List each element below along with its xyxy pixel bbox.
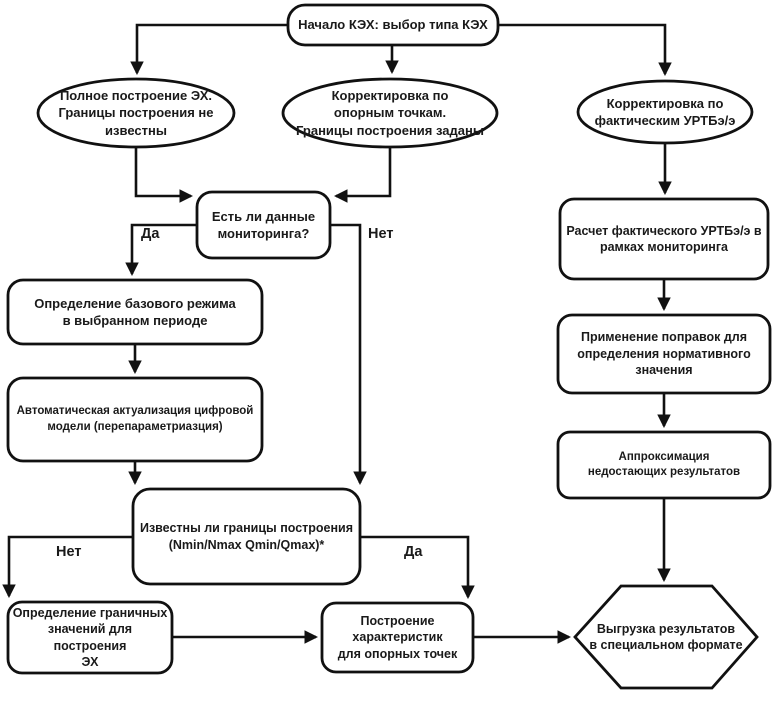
node-approximation-shape xyxy=(558,432,770,498)
node-shapes xyxy=(8,5,770,688)
edge-boundaries-no xyxy=(9,537,133,596)
node-approximation-label: Аппроксимация недостающих результатов xyxy=(587,450,741,478)
node-apply-corrections-shape xyxy=(558,315,770,393)
node-correction-ref-points-shape xyxy=(283,79,497,147)
node-base-mode-shape xyxy=(8,280,262,344)
edge-boundaries-yes xyxy=(360,537,468,597)
node-correction-actual-label: Корректировка по фактическим УРТБэ/э xyxy=(594,95,736,128)
node-build-characteristics-shape xyxy=(322,603,473,672)
node-actual-calc-shape xyxy=(560,199,768,279)
edge-full-construction-to-monitoring-question xyxy=(136,147,191,196)
node-base-mode-label: Определение базового режима в выбранном периоде xyxy=(34,295,236,328)
node-export-results-shape xyxy=(575,586,757,688)
node-auto-update-shape xyxy=(8,378,262,461)
node-monitoring-question-shape xyxy=(197,192,330,258)
node-auto-update-label: Автоматическая актуализация цифровой модели (перепараметриазция) xyxy=(16,405,254,433)
node-monitoring-question-label: Есть ли данные мониторинга? xyxy=(211,208,316,241)
edge-label-monitoring-yes: Да xyxy=(141,226,160,242)
edge-start-to-correction-actual xyxy=(498,25,665,74)
node-boundary-values-label: Определение граничных значений для построения ЭХ xyxy=(12,605,168,669)
edge-label-monitoring-no: Нет xyxy=(368,226,394,242)
node-export-results-label: Выгрузка результатов в специальном формате xyxy=(589,621,743,652)
node-build-characteristics-label: Построение характеристик для опорных точек xyxy=(337,613,458,661)
edge-label-boundaries-yes: Да xyxy=(404,544,423,560)
node-start-label: Начало КЭХ: выбор типа КЭХ xyxy=(298,17,488,33)
node-full-construction-label: Полное построение ЭХ. Границы построения не известны xyxy=(58,88,214,138)
node-apply-corrections-label: Применение поправок для определения нормативного значения xyxy=(577,330,751,378)
edge-monitoring-no xyxy=(330,225,360,483)
node-boundary-values-shape xyxy=(8,602,172,673)
node-full-construction-shape xyxy=(38,79,234,147)
node-boundaries-question-shape xyxy=(133,489,360,584)
node-correction-ref-points-label: Корректировка по опорным точкам. Границы построения заданы xyxy=(296,88,484,138)
node-boundaries-question-label: Известны ли границы построения (Nmin/Nmax Qmin/Qmax)* xyxy=(139,521,354,552)
edge-correction-ref-to-monitoring-question xyxy=(336,147,390,196)
node-actual-calc-label: Расчет фактического УРТБэ/э в рамках мониторинга xyxy=(566,223,762,254)
node-correction-actual-shape xyxy=(578,81,752,143)
node-start-shape xyxy=(288,5,498,45)
edge-label-boundaries-no: Нет xyxy=(56,544,82,560)
edge-monitoring-yes xyxy=(132,225,197,274)
edge-start-to-full-construction xyxy=(137,25,288,73)
